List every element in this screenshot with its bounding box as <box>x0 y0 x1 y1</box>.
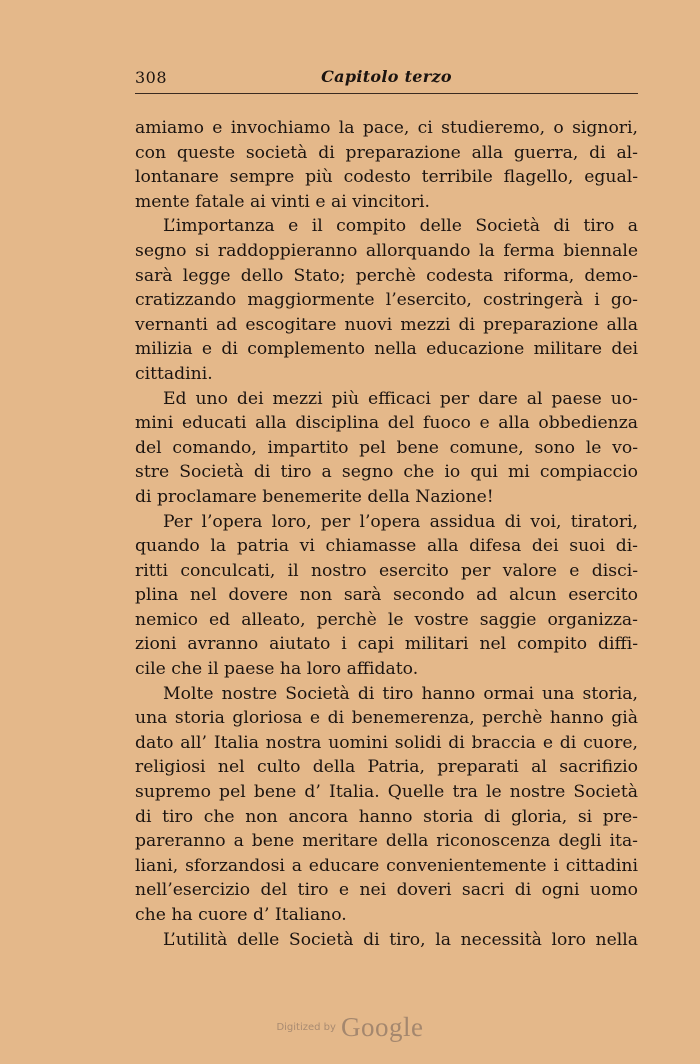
text-line: con queste società di preparazione alla guerra, di al- <box>135 142 638 163</box>
text-line: stre Società di tiro a segno che io qui mi compiaccio <box>135 462 638 483</box>
text-line: religiosi nel culto della Patria, preparati al sacrifizio <box>135 757 638 778</box>
text-line: mini educati alla disciplina del fuoco e alla obbedienza <box>135 413 638 434</box>
text-line: liani, sforzandosi a educare convenientemente i cittadini <box>135 855 638 876</box>
text-line: mente fatale ai vinti e ai vincitori. <box>135 191 430 212</box>
text-line: di tiro che non ancora hanno storia di gloria, si pre- <box>135 806 638 827</box>
paragraph <box>135 387 638 510</box>
text-line: nemico ed alleato, perchè le vostre saggie organizza- <box>135 609 638 630</box>
body-text <box>135 116 638 952</box>
text-line: Ed uno dei mezzi più efficaci per dare al paese uo- <box>163 388 638 409</box>
text-line: segno si raddoppieranno allorquando la ferma biennale <box>135 240 638 261</box>
paragraph <box>135 510 638 682</box>
page-header <box>135 62 638 92</box>
paragraph <box>135 214 638 386</box>
text-line: cittadini. <box>135 363 213 384</box>
text-line: L’utilità delle Società di tiro, la necessità loro nella <box>163 929 638 950</box>
paragraph <box>135 116 638 214</box>
text-line: Per l’opera loro, per l’opera assidua di voi, tiratori, <box>163 511 638 532</box>
text-line: una storia gloriosa e di benemerenza, perchè hanno già <box>135 708 638 729</box>
text-line: di proclamare benemerite della Nazione! <box>135 486 494 507</box>
text-line: plina nel dovere non sarà secondo ad alcun esercito <box>135 585 638 606</box>
paragraph <box>135 682 638 928</box>
text-line: nell’esercizio del tiro e nei doveri sacri di ogni uomo <box>135 880 638 901</box>
text-line: milizia e di complemento nella educazione militare dei <box>135 339 638 360</box>
text-line: pareranno a bene meritare della riconoscenza degli ita- <box>135 831 638 852</box>
paragraph <box>135 928 638 953</box>
text-line: del comando, impartito pel bene comune, sono le vo- <box>135 437 638 458</box>
text-line: quando la patria vi chiamasse alla difesa dei suoi di- <box>135 536 638 557</box>
watermark-prefix: Digitized by <box>276 1022 336 1033</box>
header-rule <box>135 93 638 94</box>
text-line: supremo pel bene d’ Italia. Quelle tra le nostre Società <box>135 782 638 803</box>
text-line: dato all’ Italia nostra uomini solidi di braccia e di cuore, <box>135 732 638 753</box>
running-title: Capitolo terzo <box>321 67 452 86</box>
text-line: vernanti ad escogitare nuovi mezzi di preparazione alla <box>135 314 638 335</box>
text-line: lontanare sempre più codesto terribile flagello, egual- <box>135 167 638 188</box>
text-line: cile che il paese ha loro affidato. <box>135 659 419 680</box>
text-line: che ha cuore d’ Italiano. <box>135 905 347 925</box>
digitized-watermark <box>0 1012 700 1043</box>
text-line: zioni avranno aiutato i capi militari nel compito diffi- <box>135 634 638 655</box>
text-line: cratizzando maggiormente l’esercito, costringerà i go- <box>135 290 638 311</box>
text-line: amiamo e invochiamo la pace, ci studieremo, o signori, <box>135 118 638 138</box>
google-logo: Google <box>341 1012 424 1042</box>
text-line: sarà legge dello Stato; perchè codesta riforma, demo- <box>135 265 638 286</box>
page-number: 308 <box>135 68 168 87</box>
text-line: Molte nostre Società di tiro hanno ormai una storia, <box>163 683 638 704</box>
text-line: L’importanza e il compito delle Società di tiro a <box>163 216 638 237</box>
text-line: ritti conculcati, il nostro esercito per valore e disci- <box>135 560 638 581</box>
